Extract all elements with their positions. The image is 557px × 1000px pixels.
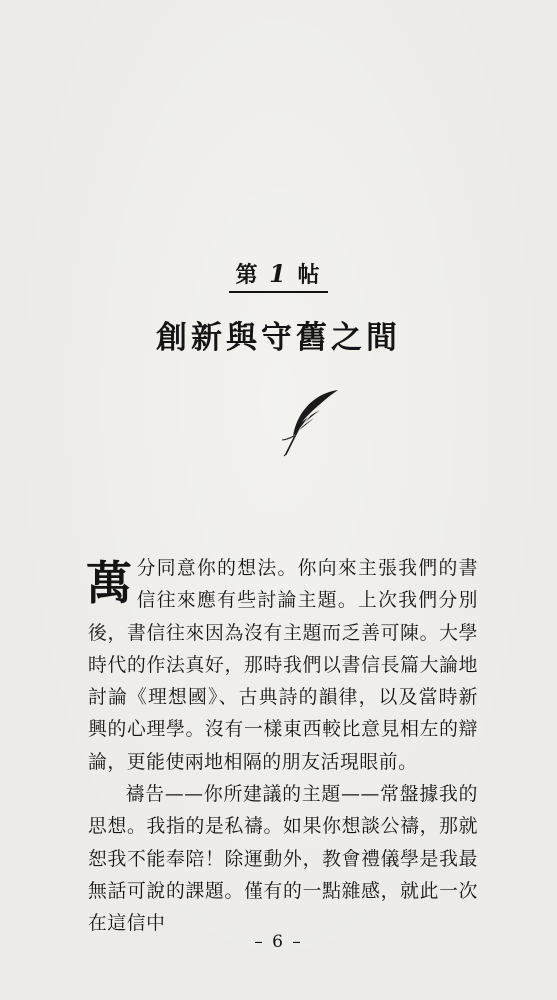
chapter-title: 創新與守舊之間 [156,320,401,356]
paragraph-1-text: 分同意你的想法。你向來主張我們的書信往來應有些討論主題。上次我們分別後，書信往來因為沒有主題而乏善可陳。大學時代的作法真好，那時我們以書信長篇大論地討論《理想國》、古典詩的韻律，以及當時新興的心理學。沒有一樣東西較比意見相左的辯論，更能使兩地相隔的朋友活現眼前。 [88,558,478,773]
paragraph-2: 禱告——你所建議的主題——常盤據我的思想。我指的是私禱。如果你想談公禱，那就恕我不能奉陪！除運動外，教會禮儀學是我最無話可說的課題。僅有的一點雜感，就此一次在這信中 [88,784,478,935]
chapter-number [0,258,557,293]
chapter-number-digit: 1 [269,259,288,288]
body-text [88,553,478,941]
quill-pen-icon [272,386,344,458]
chapter-suffix: 帖 [297,263,322,288]
chapter-prefix: 第 [235,263,260,288]
chapter-number-underline [229,258,327,293]
page-number: – 6 – [254,932,303,952]
drop-cap: 萬 [86,556,133,610]
paragraph-1 [88,553,478,779]
